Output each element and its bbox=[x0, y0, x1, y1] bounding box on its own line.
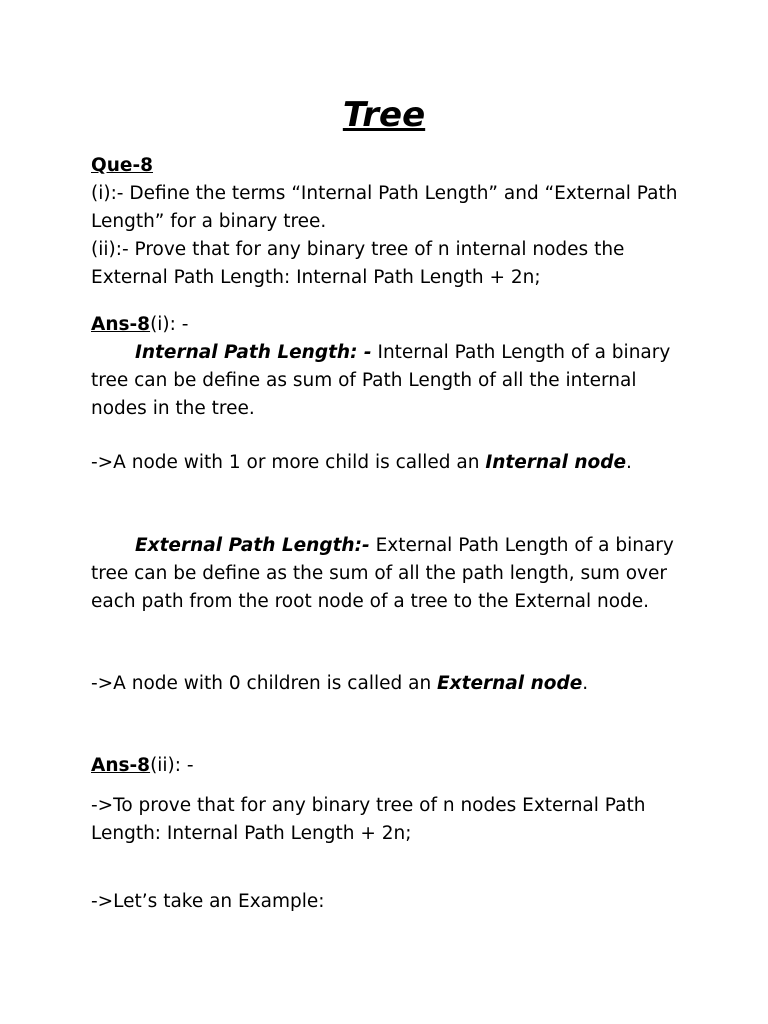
external-node-term: External node bbox=[437, 673, 583, 694]
external-note-suffix: . bbox=[582, 673, 589, 694]
internal-path-term: Internal Path Length: - bbox=[135, 342, 372, 363]
internal-path-definition bbox=[91, 339, 691, 423]
page-title: Tree bbox=[342, 95, 426, 135]
internal-note-suffix: . bbox=[626, 452, 632, 473]
external-path-text: External Path Length of a binary tree can be define as the sum of all the path length, sum over each path from the root node of a tree to the External node. bbox=[91, 535, 674, 612]
question-part-1: (i):- Define the terms “Internal Path Length” and “External Path Length” for a binary tree. bbox=[91, 183, 678, 232]
answer-2-heading-suffix: (ii): - bbox=[150, 755, 194, 776]
internal-note-prefix: ->A node with 1 or more child is called an bbox=[91, 452, 486, 473]
answer-1-heading-line bbox=[91, 311, 691, 339]
external-node-note bbox=[91, 670, 691, 698]
internal-node-note bbox=[91, 449, 691, 477]
proof-statement: ->To prove that for any binary tree of n nodes External Path Length: Internal Path Length + 2n; bbox=[91, 795, 646, 844]
answer-1-heading-suffix: (i): - bbox=[150, 314, 189, 335]
question-section bbox=[91, 152, 691, 292]
example-line: ->Let’s take an Example: bbox=[91, 891, 325, 912]
external-path-definition bbox=[91, 532, 691, 616]
internal-path-text: Internal Path Length of a binary tree can be define as sum of Path Length of all the internal nodes in the tree. bbox=[91, 342, 671, 419]
question-part-2: (ii):- Prove that for any binary tree of n internal nodes the External Path Length: Internal Path Length + 2n; bbox=[91, 239, 625, 288]
external-path-term: External Path Length:- bbox=[135, 535, 370, 556]
answer-2-heading: Ans-8 bbox=[91, 755, 151, 776]
internal-node-term: Internal node bbox=[485, 452, 627, 473]
answer-2-heading-line bbox=[91, 752, 691, 780]
answer-1-heading: Ans-8 bbox=[91, 314, 151, 335]
external-note-prefix: ->A node with 0 children is called an bbox=[91, 673, 438, 694]
question-heading: Que-8 bbox=[91, 155, 153, 176]
